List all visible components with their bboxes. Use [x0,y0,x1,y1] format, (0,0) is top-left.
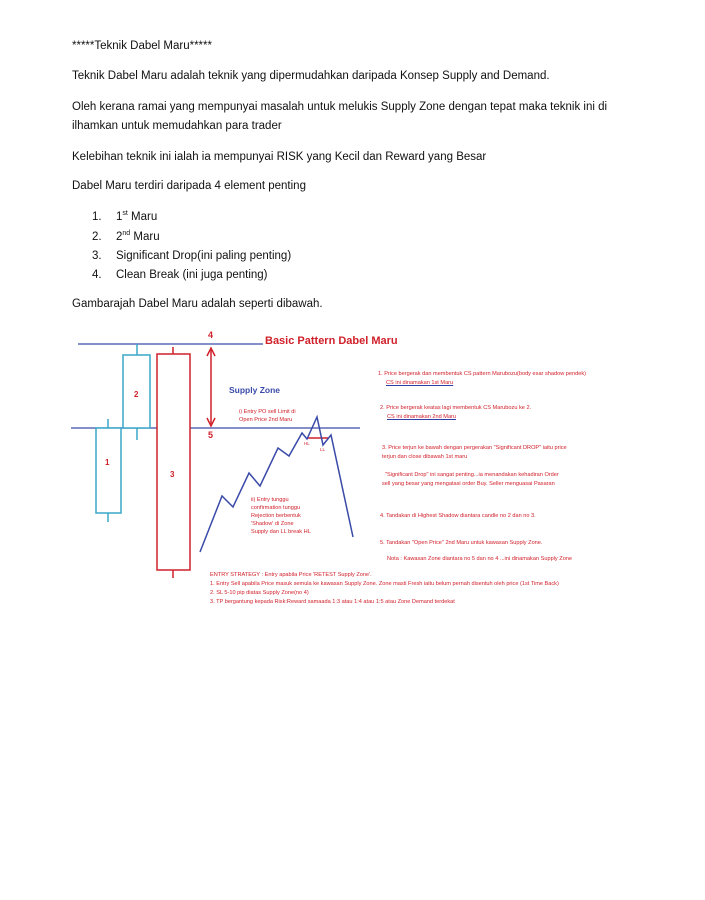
list-item: 1. 1st Maru [92,210,158,223]
doc-title: *****Teknik Dabel Maru***** [72,40,212,52]
paragraph: Kelebihan teknik ini ialah ia mempunyai RISK yang Kecil dan Reward yang Besar [72,151,487,163]
label-5: 5 [208,430,214,440]
paragraph: Dabel Maru terdiri daripada 4 element penting [72,180,306,192]
paragraph: ilhamkan untuk memudahkan para trader [72,120,282,132]
list-item: 2. 2nd Maru [92,230,160,243]
list-item: 3. Significant Drop(ini paling penting) [92,250,292,262]
diagram-title: Basic Pattern Dabel Maru [265,335,398,347]
candle-1-label: 1 [105,458,110,467]
candle-2-label: 2 [134,390,139,399]
candle-3-label: 3 [170,470,175,479]
candle-3 [157,354,190,570]
hl-label: HL [304,441,310,446]
document-page: *****Teknik Dabel Maru***** Teknik Dabel Maru adalah teknik yang dipermudahkan daripada Konsep Supply and Demand. Oleh kerana ramai yang mempunyai masalah untuk melukis Supply Zone dengan tepat maka teknik ini di ilhamkan untuk memudahkan para trader Kelebihan teknik ini ialah ia mempunyai RISK yang Kecil dan Reward yang Besar Dabel Maru terdiri daripada 4 element penting 1. 1st Maru 2. 2nd Maru 3. Significant Drop(ini paling penting) 4. Clean Break (ini juga penting) Gambarajah Dabel Maru adalah seperti dibawah. 4 5 1 2 3 Basic Pattern Dabel Maru Supply Zone HL LL i) Entry PO sell Limit di Open Price 2nd Maru ii) Entry tunggu confirmation tunggu Rejection berbentuk 'Shadow' di Zone Supply dan LL break HL 1. Price bergerak dan membentuk CS pattern Marubozu(body esar shadow pendek) CS ini dinamakan 1st Maru 2. Price bergerak keatas lagi membentuk CS Marubozu ke 2. CS ini dinamakan 2nd Maru 3. Price terjun ke bawah dengan pergerakan "Significant DROP" iaitu price terjun dan close dibawah 1st maru "Significant Drop" ini sangat penting...ia menandakan kehadiran Order sell yang besar yang mengatasi order Buy. Seller menguasai Pasaran 4. Tandakan di Highest Shadow diantara candle no 2 dan no 3. 5. Tandakan "Open Price" 2nd Maru untuk kawasan Supply Zone. Nota : Kawasan Zone diantara no 5 dan no 4 ...ini dinamakan Supply Zone ENTRY STRATEGY : Entry apabila Price 'RETEST Supply Zone'. 1. Entry Sell apabila Price masuk semula ke kawasan Supply Zone. Zone masti Fresh iaitu belum pernah disentuh oleh price (1st Time Back) 2. SL 5-10 pip diatas Supply Zone(no 4) 3. TP bergantung kepada Risk:Reward samaada 1:3 atau 1:4 atau 1:5 atau Zone Demand terdekat [0,0,705,900]
label-4: 4 [208,330,214,340]
candle-1 [96,428,121,513]
paragraph: Oleh kerana ramai yang mempunyai masalah untuk melukis Supply Zone dengan tepat maka teknik ini di [72,101,608,113]
ll-label: LL [320,447,326,452]
supply-zone-label: Supply Zone [229,385,280,395]
list-item: 4. Clean Break (ini juga penting) [92,269,268,281]
paragraph: Gambarajah Dabel Maru adalah seperti dibawah. [72,298,323,310]
paragraph: Teknik Dabel Maru adalah teknik yang dipermudahkan daripada Konsep Supply and Demand. [72,70,550,82]
